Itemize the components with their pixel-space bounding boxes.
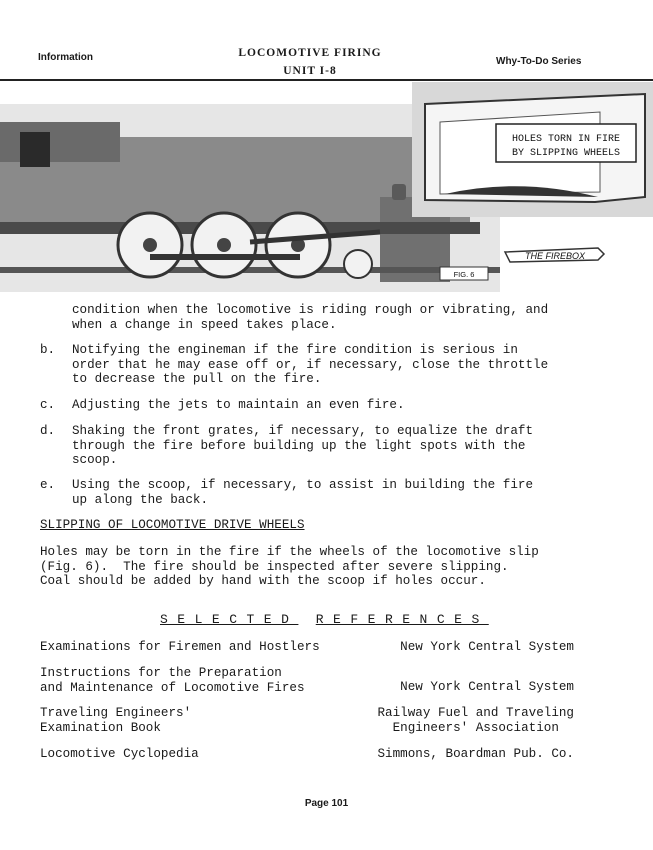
drive-wheel [266,213,330,277]
header-rule [0,79,653,81]
page-title [200,44,420,80]
item-letter: b. [40,343,56,357]
pilot-wheel [344,250,372,278]
references-heading [160,612,489,627]
drive-wheel [118,213,182,277]
page-number: Page 101 [304,798,349,809]
reference-title: Instructions for the Preparation and Maintenance of Locomotive Fires [40,666,305,695]
locomotive-figure [0,82,653,292]
reference-title: Examinations for Firemen and Hostlers [40,640,320,654]
reference-title: Locomotive Cyclopedia [40,747,199,761]
title-line: LOCOMOTIVE FIRING [238,47,382,59]
continuation-paragraph: condition when the locomotive is riding rough or vibrating, and when a change in speed takes place. [72,303,549,332]
list-item: Adjusting the jets to maintain an even fire. [72,398,405,412]
reference-source: Simmons, Boardman Pub. Co. [377,747,574,761]
firebox-label: THE FIREBOX [524,251,586,261]
item-letter: e. [40,478,56,492]
reference-source: New York Central System [400,680,574,694]
list-item: Using the scoop, if necessary, to assist in building the fire up along the back. [72,478,534,507]
references-heading-word: REFERENCES [315,612,489,627]
item-letter: c. [40,398,56,412]
reference-source: New York Central System [400,640,574,654]
header-right-label: Why-To-Do Series [496,56,582,67]
reference-source: Railway Fuel and Traveling Engineers' Association [377,706,574,735]
header-left-label: Information [38,52,93,63]
callout-line-2: BY SLIPPING WHEELS [511,148,621,159]
list-item: Shaking the front grates, if necessary, to equalize the draft through the fire before building up the light spots with the scoop. [72,424,534,467]
callout-line-1: HOLES TORN IN FIRE [511,134,621,145]
fig-label: FIG. 6 [453,270,475,279]
drive-wheel [192,213,256,277]
section-paragraph: Holes may be torn in the fire if the wheels of the locomotive slip (Fig. 6). The fire should be inspected after severe slipping. Coal should be added by hand with the scoop if holes occur. [40,545,539,588]
references-heading-word: SELECTED [160,612,299,627]
list-item: Notifying the engineman if the fire condition is serious in order that he may ease off or, if necessary, close the throttle to decrease the pull on the fire. [72,343,549,386]
section-heading: SLIPPING OF LOCOMOTIVE DRIVE WHEELS [40,518,305,532]
reference-title: Traveling Engineers' Examination Book [40,706,192,735]
unit-line: UNIT I-8 [283,65,337,77]
item-letter: d. [40,424,56,438]
